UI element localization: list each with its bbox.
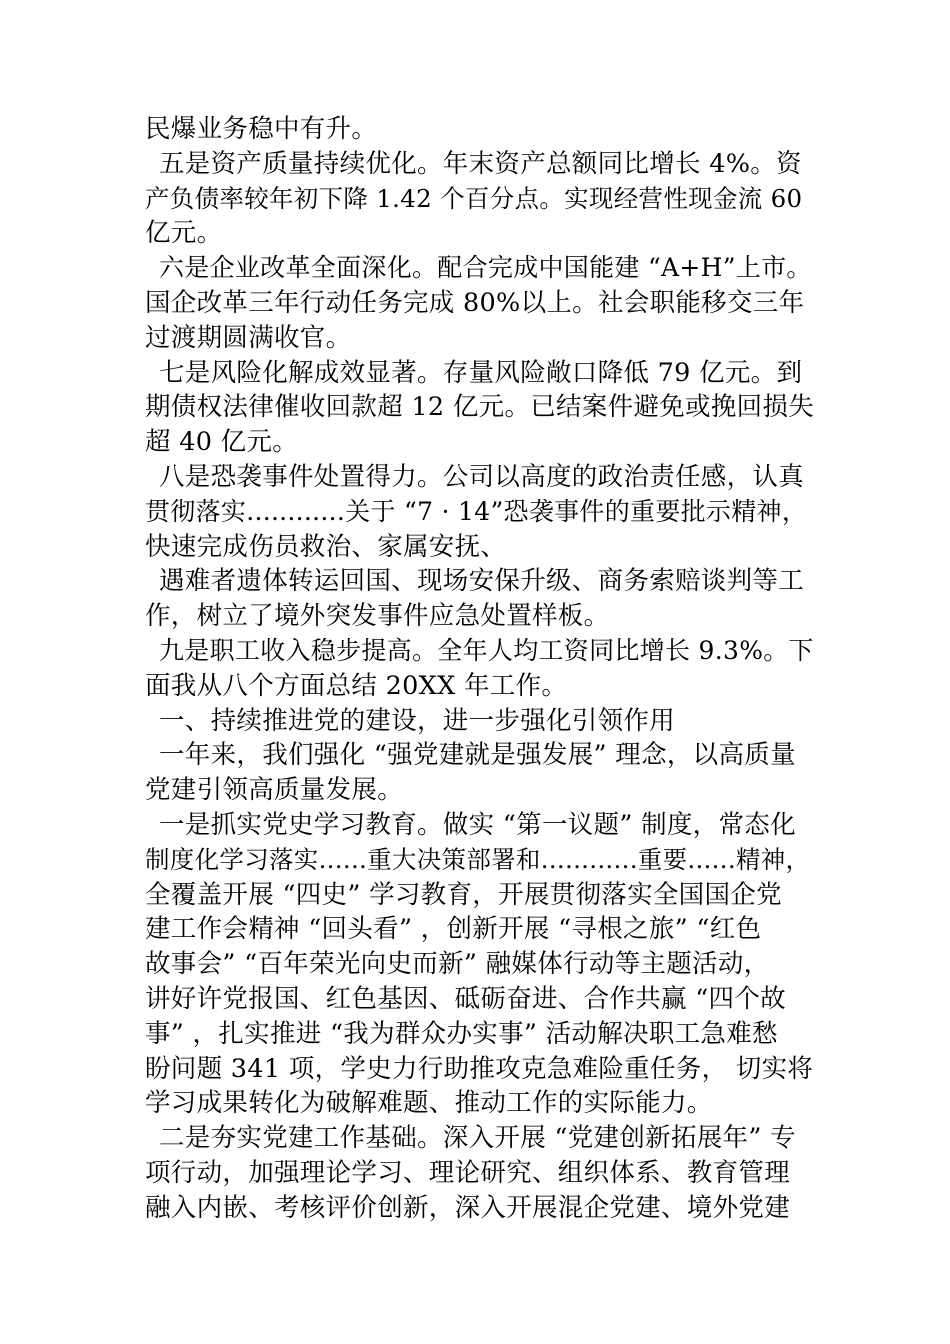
text-line: 产负债率较年初下降 1.42 个百分点。实现经营性现金流 60 (145, 183, 803, 213)
text-line: 制度化学习落实......重大决策部署和............重要......精神， (145, 844, 811, 874)
text-line: 党建引领高质量发展。 (145, 775, 404, 806)
text-line: 面我从八个方面总结 20XX 年工作。 (145, 670, 568, 701)
text-line: 超 40 亿元。 (145, 427, 299, 458)
text-line: 过渡期圆满收官。 (145, 322, 352, 353)
text-line: 一是抓实党史学习教育。做实 “第一议题” 制度，常态化 (159, 809, 796, 840)
text-line: 讲好许党报国、红色基因、砥砺奋进、合作共赢 “四个故 (145, 983, 786, 1014)
text-line: 事” ，扎实推进 “我为群众办实事” 活动解决职工急难愁 (145, 1018, 778, 1049)
text-line: 作，树立了境外突发事件应急处置样板。 (145, 601, 610, 632)
text-line: 七是风险化解成效显著。存量风险敞口降低 79 亿元。到 (159, 357, 803, 388)
text-line: 贯彻落实............关于 “7 · 14”恐袭事件的重要批示精神， (145, 496, 808, 526)
text-line: 一年来，我们强化 “强党建就是强发展” 理念，以高质量 (159, 740, 796, 771)
text-line: 五是资产质量持续优化。年末资产总额同比增长 4%。资 (159, 148, 802, 179)
text-line: 融入内嵌、考核评价创新，深入开展混企党建、境外党建 (145, 1192, 791, 1223)
text-line: 国企改革三年行动任务完成 80%以上。社会职能移交三年 (145, 287, 805, 318)
text-line: 九是职工收入稳步提高。全年人均工资同比增长 9.3%。下 (159, 635, 814, 665)
document-body-text (145, 112, 815, 1226)
text-line: 全覆盖开展 “四史” 学习教育，开展贯彻落实全国国企党 (145, 879, 782, 910)
text-line: 快速完成伤员救治、家属安抚、 (145, 531, 507, 562)
text-line: 遇难者遗体转运回国、现场安保升级、商务索赔谈判等工 (159, 566, 805, 597)
text-line: 六是企业改革全面深化。配合完成中国能建 “A+H”上市。 (159, 253, 812, 283)
text-line: 学习成果转化为破解难题、推动工作的实际能力。 (145, 1088, 713, 1119)
text-line: 亿元。 (145, 218, 223, 249)
text-line: 民爆业务稳中有升。 (145, 114, 378, 144)
text-line: 建工作会精神 “回头看” ，创新开展 “寻根之旅” “红色 (145, 914, 762, 945)
text-line: 二是夯实党建工作基础。深入开展 “党建创新拓展年” 专 (159, 1123, 796, 1154)
text-line: 项行动，加强理论学习、理论研究、组织体系、教育管理 (145, 1157, 791, 1188)
text-line: 一、持续推进党的建设，进一步强化引领作用 (159, 705, 676, 736)
text-line: 八是恐袭事件处置得力。公司以高度的政治责任感，认真 (159, 461, 805, 492)
text-line: 盼问题 341 项，学史力行助推攻克急难险重任务， 切实将 (145, 1053, 814, 1084)
text-line: 故事会” “百年荣光向史而新” 融媒体行动等主题活动， (145, 949, 770, 980)
text-line: 期债权法律催收回款超 12 亿元。已结案件避免或挽回损失 (145, 392, 815, 423)
